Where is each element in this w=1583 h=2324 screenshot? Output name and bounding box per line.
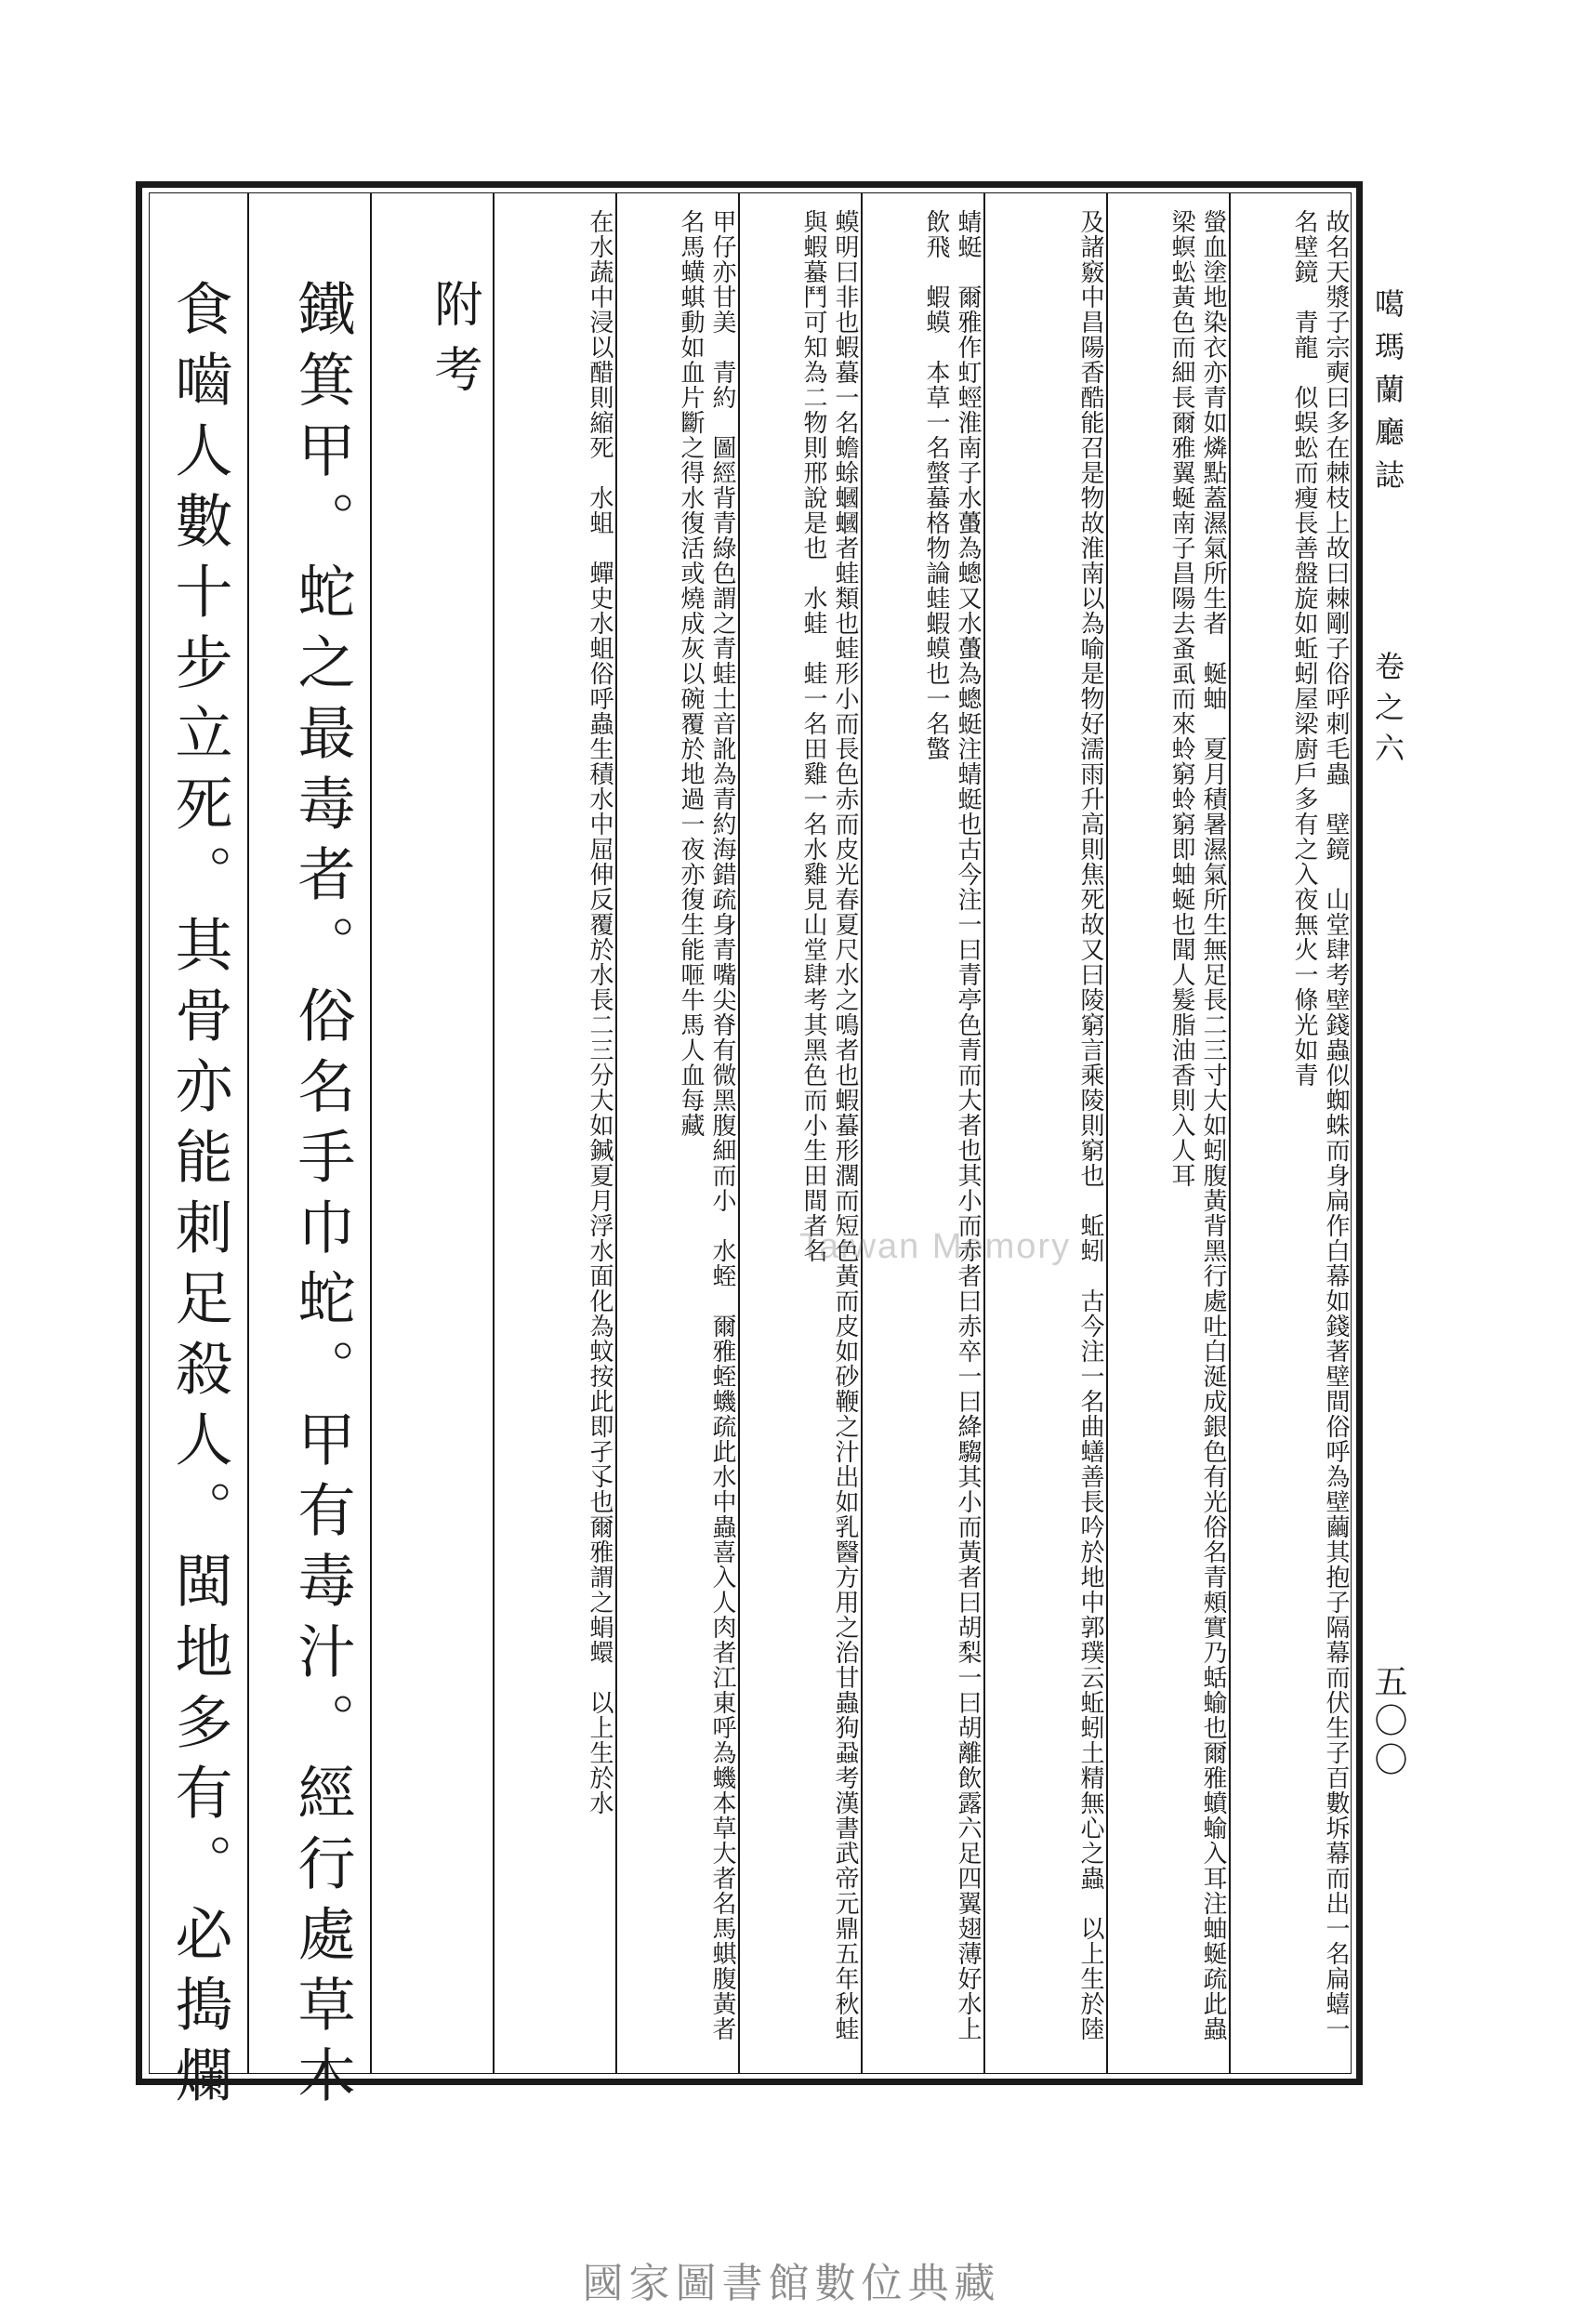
column-rule [983,192,985,2074]
section-heading: 附考 [426,279,481,409]
column-rule [738,192,740,2074]
text-column-large: 鐵箕甲。蛇之最毒者。俗名手巾蛇。甲有毒汁。經行處草木 [288,279,356,2116]
text-column: 蜻蜓 爾雅作虰蛵淮南子水蠆為蟌又水蠆為蟌蜓注蜻蜓也古今注一曰青亭色青而大者也其小而赤者曰赤卒一曰絳騶其小而黃者曰胡梨一曰胡離飲露六足四翼翅薄好水上飲飛 蝦蟆 本草一名螫蟇格物論蛙蝦蟆也一名蟼 [922,209,982,2041]
column-rule [247,192,249,2074]
volume-label: 卷之六 [1370,651,1405,773]
column-rule [370,192,372,2074]
text-column: 甲仔亦甘美 青約 圖經背青綠色謂之青蛙土音訛為青約海錯疏身青嘴尖脊有微黑腹細而小 水蛭 爾雅蛭蟣疏此水中蟲喜入人肉者江東呼為蟣本草大者名馬蜞腹黃者名馬蟥蜞動如血片斷之得水復活或燒成灰以碗覆於地過一夜亦復生能咂牛馬人血每藏 [677,209,736,2041]
text-column-large: 食嚙人數十步立死。其骨亦能刺足殺人。閩地多有。必搗爛 [165,279,233,2116]
column-rule [493,192,495,2074]
column-rule [1229,192,1231,2074]
text-column: 故名天漿子宗奭曰多在棘枝上故曰棘剛子俗呼刺毛蟲 壁鏡 山堂肆考壁錢蟲似蜘蛛而身扁作白幕如錢著壁間俗呼為壁繭其抱子隔幕而伏生子百數坼幕而出一名扁蟢一名壁鏡 青龍 似蜈蚣而瘦長善盤旋如蚯蚓屋梁廚戶多有之入夜無火一條光如青 [1290,209,1350,2041]
watermark: Taiwan Memory [799,1227,1072,1266]
column-rule [615,192,617,2074]
text-column: 蟆明曰非也蝦蟇一名蟾蜍蟈蟈者蛙類也蛙形小而長色赤而皮光春夏尺水之鳴者也蝦蟇形濶而短色黃而皮如砂鞭之汁出如乳醫方用之治甘蟲狗蝨考漢書武帝元鼎五年秋蛙與蝦蟇鬥可知為二物則邢說是也 水蛙 蛙一名田雞一名水雞見山堂肆考其黑色而小生田間者名 [799,209,859,2041]
text-column: 螢血塗地染衣亦青如燐點蓋濕氣所生者 蜒蚰 夏月積暑濕氣所生無足長二三寸大如蚓腹黃背黑行處吐白涎成銀色有光俗名青頰實乃蛞蝓也爾雅蟦蝓入耳注蚰蜒疏此蟲梁螟蚣黃色而細長爾雅翼蜒南子昌陽去蚤虱而來蛉窮蛉窮即蚰蜒也聞人髮脂油香則入人耳 [1167,209,1227,2041]
column-rule [861,192,863,2074]
column-rule [1106,192,1108,2074]
footer-credit: 國家圖書館數位典藏 [582,2260,1001,2307]
text-column: 及諸竅中昌陽香酷能召是物故淮南以為喻是物好濡雨升高則焦死故又曰陵窮言乘陵則窮也 蚯蚓 古今注一名曲蟮善長吟於地中郭璞云蚯蚓土精無心之蟲 以上生於陸 [1076,209,1104,2041]
book-title: 噶瑪蘭廳誌 [1370,288,1405,502]
page-number: 五〇〇 [1369,1664,1407,1781]
text-column: 在水蔬中浸以醋則縮死 水蛆 蟬史水蛆俗呼蟲生積水中屈伸反覆於水長二三分大如鍼夏月浮水面化為蚊按此即孑孓也爾雅謂之蜎蠉 以上生於水 [586,209,613,1816]
